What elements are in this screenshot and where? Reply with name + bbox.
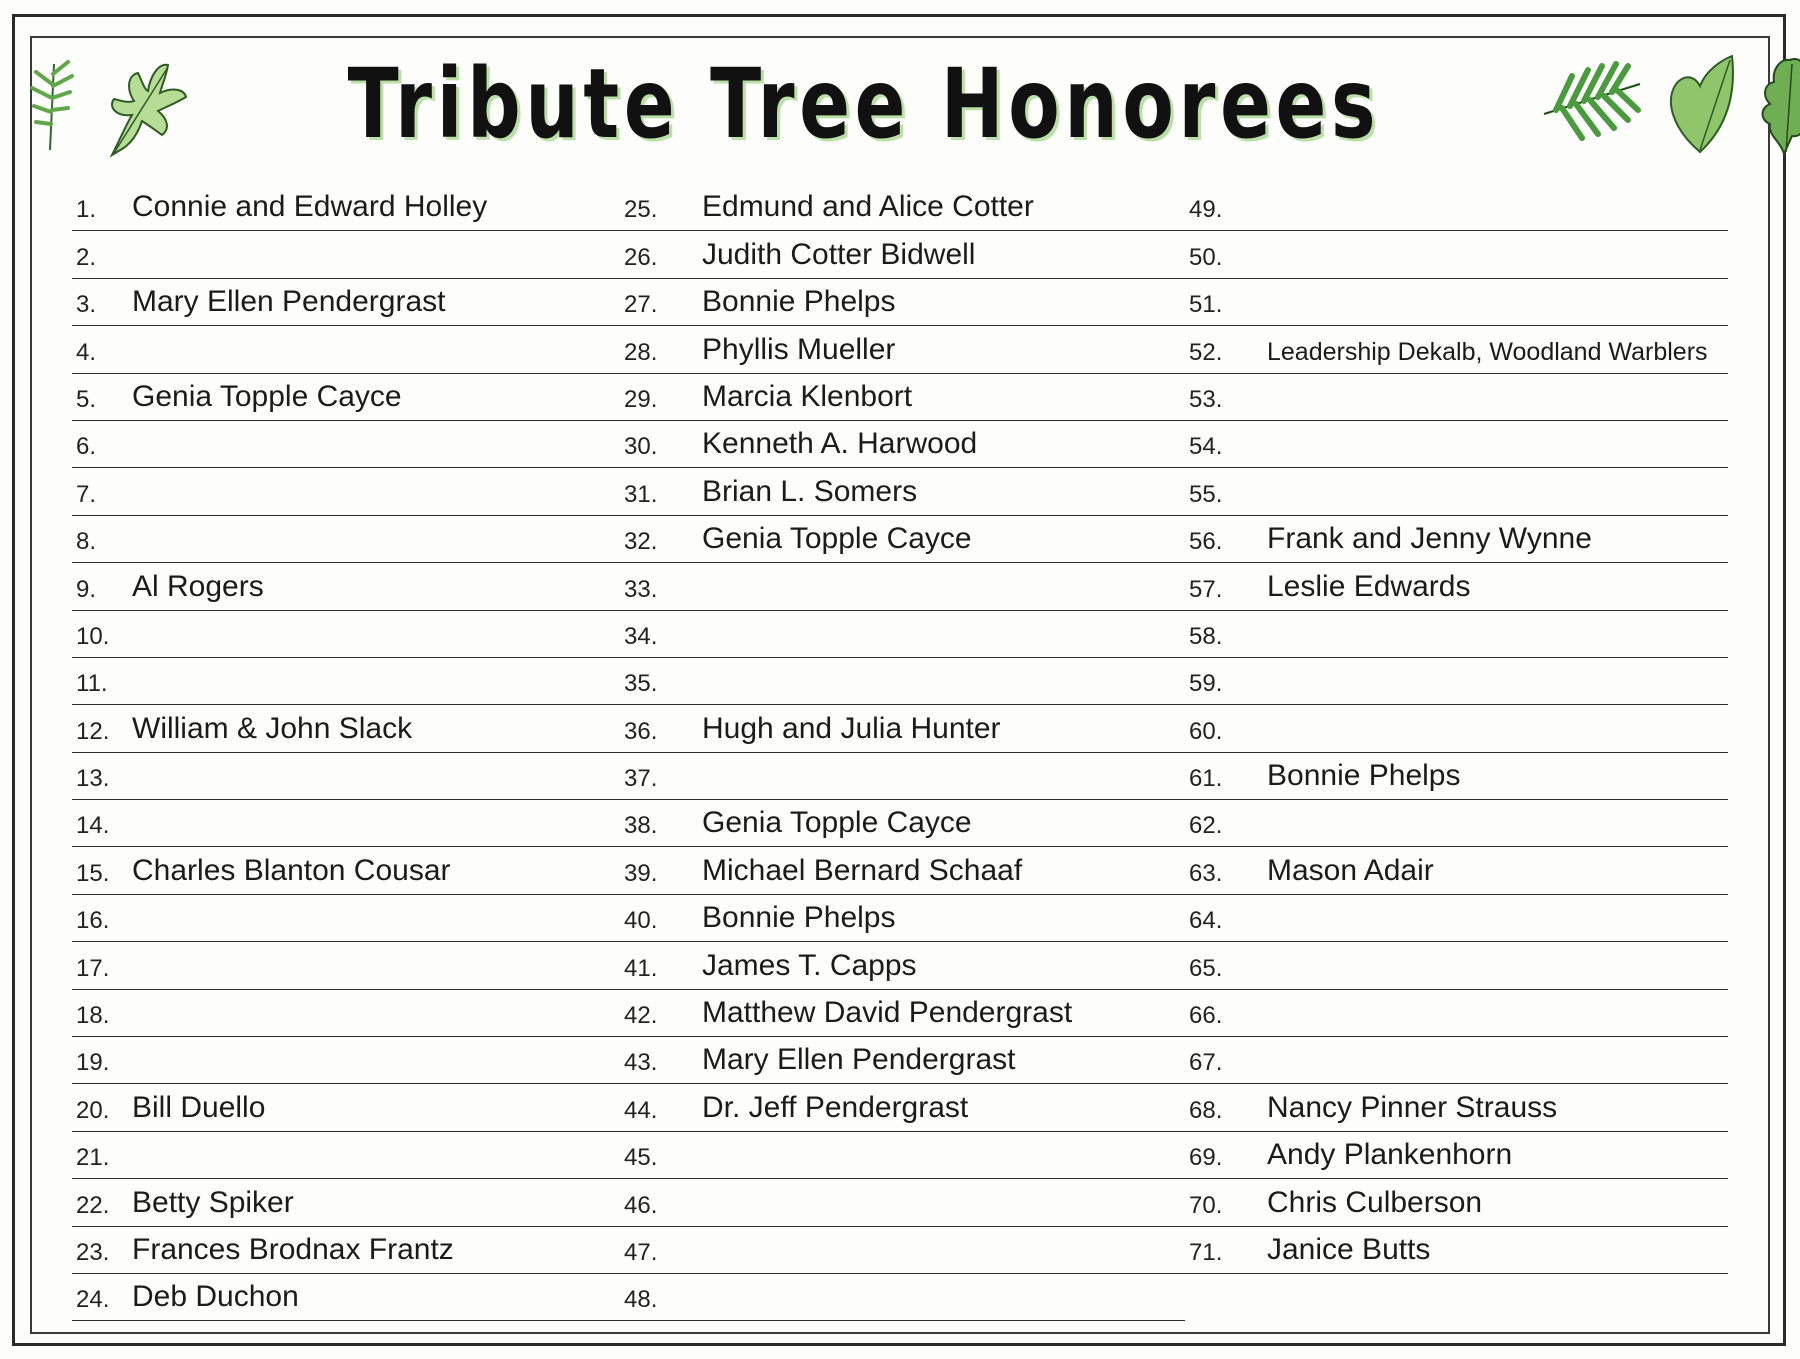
entry-number: 8. [76, 528, 97, 556]
honoree-row [72, 990, 620, 1037]
honoree-row [620, 1274, 1185, 1321]
entry-number: 24. [76, 1286, 110, 1314]
honoree-row [72, 326, 620, 373]
honoree-name: Frances Brodnax Frantz [132, 1232, 454, 1266]
entry-number: 5. [76, 385, 97, 413]
honoree-row [1185, 231, 1728, 278]
honoree-name: Chris Culberson [1267, 1185, 1483, 1219]
honoree-row [1185, 942, 1728, 989]
honoree-row [620, 847, 1185, 894]
honoree-row [620, 895, 1185, 942]
white-oak-leaf-icon [1754, 50, 1800, 158]
honoree-name: Matthew David Pendergrast [702, 996, 1073, 1030]
entry-number: 58. [1189, 622, 1223, 650]
honoree-row [620, 1132, 1185, 1179]
honoree-column-3 [1185, 184, 1728, 1320]
entry-number: 65. [1189, 954, 1223, 982]
honoree-name: Genia Topple Cayce [702, 522, 972, 556]
honoree-name: Dr. Jeff Pendergrast [702, 1090, 969, 1124]
honoree-name: Deb Duchon [132, 1280, 299, 1314]
heart-leaf-icon [1660, 52, 1740, 156]
entry-number: 29. [624, 385, 658, 413]
honoree-name: Frank and Jenny Wynne [1267, 522, 1592, 556]
honoree-name: Charles Blanton Cousar [132, 853, 451, 887]
honoree-row [1185, 468, 1728, 515]
entry-number: 26. [624, 243, 658, 271]
honoree-row [72, 1227, 620, 1274]
honoree-row [620, 1227, 1185, 1274]
honoree-row [1185, 1227, 1728, 1274]
honoree-row [620, 468, 1185, 515]
honoree-name: Brian L. Somers [702, 474, 918, 508]
honoree-row [620, 231, 1185, 278]
oak-leaf-icon [92, 45, 192, 163]
honoree-name: William & John Slack [132, 711, 413, 745]
honoree-row [620, 1037, 1185, 1084]
entry-number: 50. [1189, 243, 1223, 271]
entry-number: 23. [76, 1238, 110, 1266]
honoree-name: Leadership Dekalb, Woodland Warblers [1267, 337, 1708, 366]
honoree-row [1185, 990, 1728, 1037]
entry-number: 61. [1189, 765, 1223, 793]
honoree-row [72, 847, 620, 894]
entry-number: 16. [76, 907, 110, 935]
entry-number: 37. [624, 765, 658, 793]
entry-number: 20. [76, 1096, 110, 1124]
magnolia-leaf-icon [0, 45, 10, 163]
honoree-row [620, 279, 1185, 326]
entry-number: 66. [1189, 1002, 1223, 1030]
honoree-name: Edmund and Alice Cotter [702, 190, 1034, 224]
entry-number: 32. [624, 528, 658, 556]
honoree-name: Mary Ellen Pendergrast [132, 285, 446, 319]
honoree-row [620, 611, 1185, 658]
honoree-row [620, 374, 1185, 421]
honoree-row [72, 800, 620, 847]
honoree-row [72, 279, 620, 326]
honoree-name: Bonnie Phelps [1267, 759, 1461, 793]
entry-number: 1. [76, 196, 97, 224]
honoree-row [1185, 279, 1728, 326]
honoree-name: Kenneth A. Harwood [702, 427, 978, 461]
honoree-name: James T. Capps [702, 948, 917, 982]
entry-number: 69. [1189, 1144, 1223, 1172]
entry-number: 21. [76, 1144, 110, 1172]
honoree-row [620, 1179, 1185, 1226]
honoree-name: Bonnie Phelps [702, 901, 896, 935]
entry-number: 13. [76, 765, 110, 793]
entry-number: 6. [76, 433, 97, 461]
honoree-row [72, 421, 620, 468]
honoree-row [1185, 1179, 1728, 1226]
honoree-row [72, 1037, 620, 1084]
right-leaf-group [1536, 50, 1800, 158]
honoree-name: Marcia Klenbort [702, 379, 913, 413]
honoree-row [620, 658, 1185, 705]
honoree-row [1185, 1037, 1728, 1084]
entry-number: 9. [76, 575, 97, 603]
honoree-row [620, 1084, 1185, 1131]
entry-number: 22. [76, 1191, 110, 1219]
entry-number: 14. [76, 812, 110, 840]
entry-number: 55. [1189, 480, 1223, 508]
honoree-row [72, 942, 620, 989]
entry-number: 57. [1189, 575, 1223, 603]
honoree-row [72, 1084, 620, 1131]
entry-number: 43. [624, 1049, 658, 1077]
honoree-name: Leslie Edwards [1267, 569, 1471, 603]
entry-number: 4. [76, 338, 97, 366]
honoree-row [1185, 516, 1728, 563]
entry-number: 62. [1189, 812, 1223, 840]
honoree-row [72, 563, 620, 610]
honoree-name: Betty Spiker [132, 1185, 294, 1219]
entry-number: 12. [76, 717, 110, 745]
honoree-row [620, 421, 1185, 468]
honoree-name: Phyllis Mueller [702, 332, 896, 366]
page-header [160, 34, 1600, 174]
honoree-name: Connie and Edward Holley [132, 190, 488, 224]
entry-number: 51. [1189, 291, 1223, 319]
honoree-row [72, 184, 620, 231]
honoree-row [1185, 421, 1728, 468]
entry-number: 70. [1189, 1191, 1223, 1219]
entry-number: 71. [1189, 1238, 1223, 1266]
honoree-row [72, 1274, 620, 1321]
entry-number: 68. [1189, 1096, 1223, 1124]
honoree-row [72, 1132, 620, 1179]
honoree-name: Hugh and Julia Hunter [702, 711, 1001, 745]
honoree-name: Al Rogers [132, 569, 264, 603]
honoree-name: Bill Duello [132, 1090, 266, 1124]
entry-number: 59. [1189, 670, 1223, 698]
honoree-column-2 [620, 184, 1185, 1320]
honoree-row [620, 516, 1185, 563]
honoree-name: Nancy Pinner Strauss [1267, 1090, 1558, 1124]
entry-number: 30. [624, 433, 658, 461]
entry-number: 31. [624, 480, 658, 508]
honoree-row [620, 753, 1185, 800]
honoree-name: Mason Adair [1267, 853, 1434, 887]
honoree-name: Michael Bernard Schaaf [702, 853, 1023, 887]
honoree-row [1185, 753, 1728, 800]
honoree-name: Judith Cotter Bidwell [702, 237, 976, 271]
honoree-row [1185, 658, 1728, 705]
entry-number: 10. [76, 622, 110, 650]
honoree-name: Mary Ellen Pendergrast [702, 1043, 1016, 1077]
entry-number: 36. [624, 717, 658, 745]
entry-number: 17. [76, 954, 110, 982]
honoree-row [620, 184, 1185, 231]
entry-number: 47. [624, 1238, 658, 1266]
rosemary-sprig-icon [24, 54, 78, 154]
honoree-name: Janice Butts [1267, 1232, 1431, 1266]
entry-number: 49. [1189, 196, 1223, 224]
entry-number: 48. [624, 1286, 658, 1314]
honoree-name: Genia Topple Cayce [132, 379, 402, 413]
honoree-row [1185, 800, 1728, 847]
entry-number: 42. [624, 1002, 658, 1030]
honoree-row [620, 326, 1185, 373]
honoree-name: Andy Plankenhorn [1267, 1138, 1513, 1172]
entry-number: 54. [1189, 433, 1223, 461]
honoree-row [620, 990, 1185, 1037]
entry-number: 67. [1189, 1049, 1223, 1077]
entry-number: 7. [76, 480, 97, 508]
entry-number: 64. [1189, 907, 1223, 935]
honoree-row [72, 468, 620, 515]
honoree-row [620, 705, 1185, 752]
page-title: Tribute Tree Honorees [347, 48, 1381, 160]
entry-number: 45. [624, 1144, 658, 1172]
honoree-row [1185, 1084, 1728, 1131]
honoree-row [1185, 563, 1728, 610]
honoree-row [1185, 847, 1728, 894]
honoree-row [1185, 326, 1728, 373]
entry-number: 28. [624, 338, 658, 366]
honoree-row [620, 942, 1185, 989]
honoree-name: Genia Topple Cayce [702, 806, 972, 840]
entry-number: 38. [624, 812, 658, 840]
entry-number: 27. [624, 291, 658, 319]
entry-number: 40. [624, 907, 658, 935]
honoree-row [72, 658, 620, 705]
honoree-row [72, 753, 620, 800]
entry-number: 60. [1189, 717, 1223, 745]
honoree-name: Bonnie Phelps [702, 285, 896, 319]
entry-number: 3. [76, 291, 97, 319]
entry-number: 35. [624, 670, 658, 698]
entry-number: 44. [624, 1096, 658, 1124]
entry-number: 46. [624, 1191, 658, 1219]
honoree-row [620, 800, 1185, 847]
honoree-row [1185, 374, 1728, 421]
entry-number: 39. [624, 859, 658, 887]
entry-number: 52. [1189, 338, 1223, 366]
entry-number: 41. [624, 954, 658, 982]
honoree-list [72, 184, 1728, 1320]
honoree-row [72, 1179, 620, 1226]
entry-number: 33. [624, 575, 658, 603]
honoree-row [72, 516, 620, 563]
honoree-row [1185, 1132, 1728, 1179]
entry-number: 19. [76, 1049, 110, 1077]
fern-frond-icon [1536, 54, 1646, 154]
honoree-row [620, 563, 1185, 610]
honoree-row [72, 705, 620, 752]
honoree-row [72, 611, 620, 658]
honoree-row [72, 374, 620, 421]
entry-number: 25. [624, 196, 658, 224]
honoree-row [72, 231, 620, 278]
entry-number: 63. [1189, 859, 1223, 887]
honoree-row [1185, 611, 1728, 658]
honoree-row [1185, 705, 1728, 752]
entry-number: 56. [1189, 528, 1223, 556]
entry-number: 53. [1189, 385, 1223, 413]
left-leaf-group [0, 45, 192, 163]
entry-number: 2. [76, 243, 97, 271]
honoree-row [72, 895, 620, 942]
entry-number: 34. [624, 622, 658, 650]
honoree-row [1185, 184, 1728, 231]
entry-number: 11. [76, 670, 108, 698]
entry-number: 18. [76, 1002, 110, 1030]
honoree-column-1 [72, 184, 620, 1320]
entry-number: 15. [76, 859, 110, 887]
honoree-row [1185, 895, 1728, 942]
